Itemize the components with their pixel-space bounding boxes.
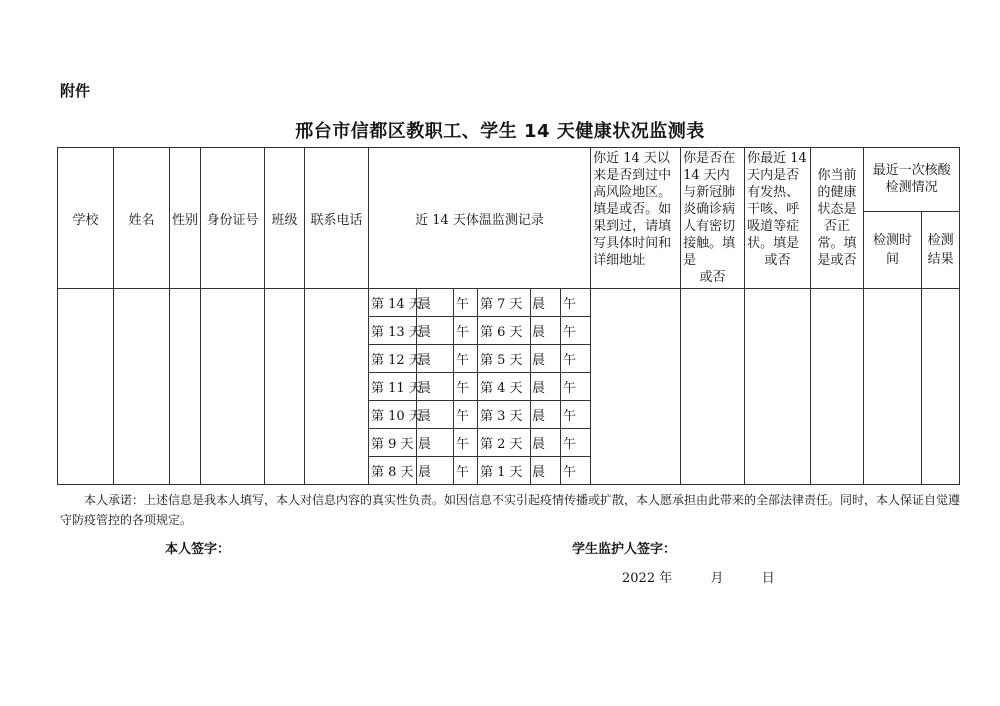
guardian-signature-label: 学生监护人签字： — [572, 542, 677, 557]
afternoon-label: 午 — [454, 373, 478, 401]
header-school: 学校 — [58, 148, 114, 289]
header-class: 班级 — [265, 148, 305, 289]
day-label: 第 3 天 — [478, 401, 531, 429]
afternoon-label: 午 — [454, 317, 478, 345]
morning-label: 晨 — [417, 317, 454, 345]
afternoon-label: 午 — [561, 345, 591, 373]
morning-label: 晨 — [417, 345, 454, 373]
morning-label: 晨 — [417, 457, 454, 485]
day-label: 第 11 天 — [369, 373, 417, 401]
day-label: 第 1 天 — [478, 457, 531, 485]
date-day: 日 — [761, 571, 775, 586]
table-row — [58, 289, 960, 317]
contact-question-tail: 或否 — [699, 270, 726, 285]
day-label: 第 2 天 — [478, 429, 531, 457]
day-label: 第 4 天 — [478, 373, 531, 401]
header-id-number: 身份证号 — [201, 148, 265, 289]
contact-question-text: 你是否在 14 天内与新冠肺炎确诊病人有密切接触。填是 — [683, 151, 736, 268]
cell-health[interactable] — [811, 289, 864, 485]
day-label: 第 9 天 — [369, 429, 417, 457]
page-title: 邢台市信都区教职工、学生 14 天健康状况监测表 — [295, 121, 705, 142]
day-label: 第 5 天 — [478, 345, 531, 373]
afternoon-label: 午 — [454, 289, 478, 317]
morning-label: 晨 — [417, 373, 454, 401]
cell-contact[interactable] — [681, 289, 745, 485]
morning-label: 晨 — [531, 457, 561, 485]
afternoon-label: 午 — [561, 373, 591, 401]
cell-phone[interactable] — [305, 289, 369, 485]
afternoon-label: 午 — [454, 457, 478, 485]
health-monitoring-table — [57, 147, 960, 485]
pledge-text: 本人承诺：上述信息是我本人填写，本人对信息内容的真实性负责。如因信息不实引起疫情传播或扩散，本人愿承担由此带来的全部法律责任。同时，本人保证自觉遵守防疫管控的各项规定。 — [60, 493, 961, 527]
header-phone: 联系电话 — [305, 148, 369, 289]
afternoon-label: 午 — [454, 401, 478, 429]
header-test-result: 检测结果 — [922, 211, 960, 288]
afternoon-label: 午 — [561, 289, 591, 317]
symptoms-question-text: 你最近 14 天内是否有发热、干咳、呼吸道等症状。填是 — [747, 151, 807, 251]
header-contact-question — [681, 148, 745, 289]
header-nucleic-test: 最近一次核酸检测情况 — [864, 148, 960, 212]
day-label: 第 14 天 — [369, 289, 417, 317]
header-high-risk-question: 你近 14 天以来是否到过中高风险地区。填是或否。如果到过，请填写具体时间和详细地址 — [591, 148, 681, 289]
symptoms-question-tail: 或否 — [764, 253, 791, 268]
cell-name[interactable] — [114, 289, 170, 485]
header-health-question: 你当前的健康状态是否正常。填是或否 — [811, 148, 864, 289]
day-label: 第 8 天 — [369, 457, 417, 485]
morning-label: 晨 — [417, 289, 454, 317]
cell-test-time[interactable] — [864, 289, 922, 485]
cell-test-result[interactable] — [922, 289, 960, 485]
header-gender: 性别 — [170, 148, 201, 289]
self-signature-label: 本人签字： — [165, 542, 231, 557]
afternoon-label: 午 — [561, 317, 591, 345]
morning-label: 晨 — [417, 401, 454, 429]
header-test-time: 检测时间 — [864, 211, 922, 288]
morning-label: 晨 — [531, 401, 561, 429]
cell-school[interactable] — [58, 289, 114, 485]
morning-label: 晨 — [417, 429, 454, 457]
date-year: 2022 年 — [622, 571, 673, 586]
morning-label: 晨 — [531, 373, 561, 401]
attachment-label: 附件 — [60, 82, 91, 100]
afternoon-label: 午 — [454, 429, 478, 457]
morning-label: 晨 — [531, 289, 561, 317]
cell-high-risk[interactable] — [591, 289, 681, 485]
day-label: 第 6 天 — [478, 317, 531, 345]
day-label: 第 7 天 — [478, 289, 531, 317]
cell-symptoms[interactable] — [745, 289, 811, 485]
afternoon-label: 午 — [454, 345, 478, 373]
date-month: 月 — [710, 571, 724, 586]
cell-class[interactable] — [265, 289, 305, 485]
date-line — [622, 567, 775, 586]
morning-label: 晨 — [531, 429, 561, 457]
cell-id-number[interactable] — [201, 289, 265, 485]
morning-label: 晨 — [531, 345, 561, 373]
cell-gender[interactable] — [170, 289, 201, 485]
morning-label: 晨 — [531, 317, 561, 345]
day-label: 第 13 天 — [369, 317, 417, 345]
header-temperature-record: 近 14 天体温监测记录 — [369, 148, 591, 289]
afternoon-label: 午 — [561, 401, 591, 429]
afternoon-label: 午 — [561, 457, 591, 485]
header-name: 姓名 — [114, 148, 170, 289]
day-label: 第 12 天 — [369, 345, 417, 373]
header-symptoms-question — [745, 148, 811, 289]
day-label: 第 10 天 — [369, 401, 417, 429]
afternoon-label: 午 — [561, 429, 591, 457]
